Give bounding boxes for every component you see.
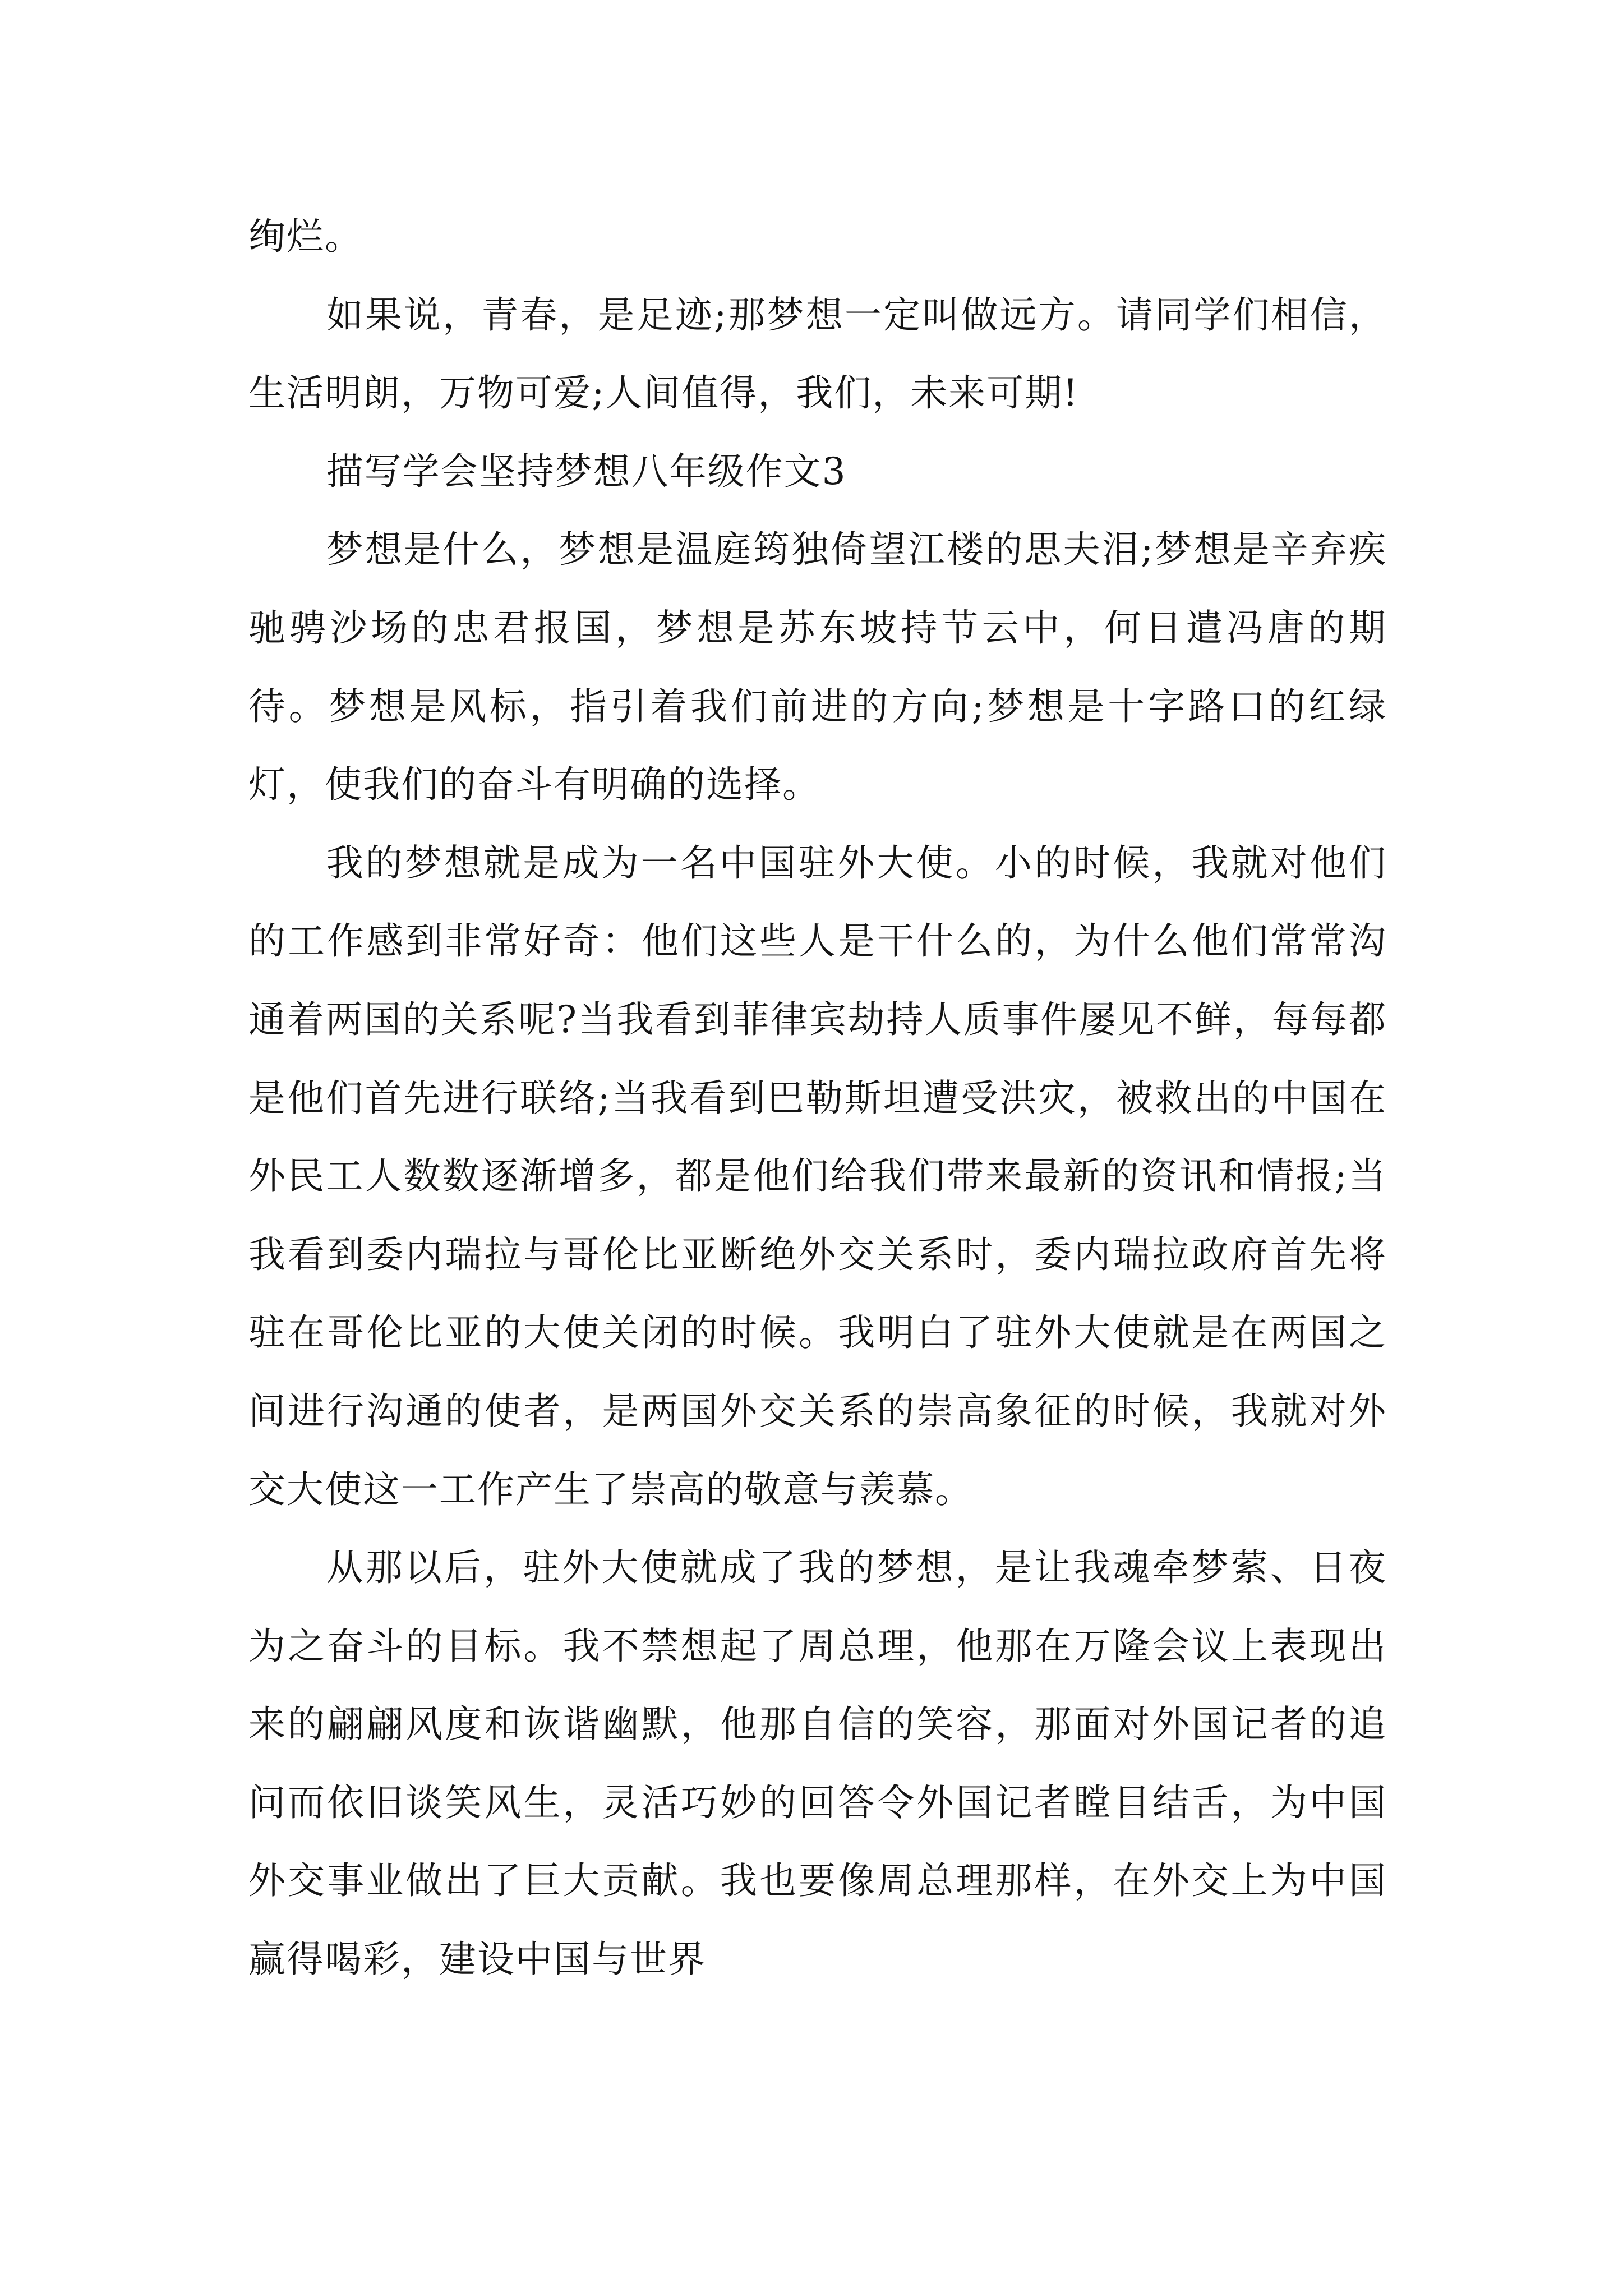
paragraph-conclusion: 如果说，青春，是足迹;那梦想一定叫做远方。请同学们相信，生活明朗，万物可爱;人间值得，我们，未来可期! [248,293,1387,415]
paragraph-dream-definition: 梦想是什么，梦想是温庭筠独倚望江楼的思夫泪;梦想是辛弃疾驰骋沙场的忠君报国，梦想是苏东坡持节云中，何日遣冯唐的期待。梦想是风标，指引着我们前进的方向;梦想是十字路口的红绿灯，使我们的奋斗有明确的选择。 [248,528,1387,807]
essay-body [248,197,1387,1999]
paragraph-premier-zhou: 从那以后，驻外大使就成了我的梦想，是让我魂牵梦萦、日夜为之奋斗的目标。我不禁想起了周总理，他那在万隆会议上表现出来的翩翩风度和诙谐幽默，他那自信的笑容，那面对外国记者的追问而依旧谈笑风生，灵活巧妙的回答令外国记者瞠目结舌，为中国外交事业做出了巨大贡献。我也要像周总理那样，在外交上为中国赢得喝彩，建设中国与世界 [248,1546,1387,1981]
paragraph-continuation: 绚烂。 [248,215,363,258]
essay-heading: 描写学会坚持梦想八年级作文3 [326,449,847,493]
paragraph-ambassador-dream: 我的梦想就是成为一名中国驻外大使。小的时候，我就对他们的工作感到非常好奇：他们这些人是干什么的，为什么他们常常沟通着两国的关系呢?当我看到菲律宾劫持人质事件屡见不鲜，每每都是他们首先进行联络;当我看到巴勒斯坦遭受洪灾，被救出的中国在外民工人数数逐渐增多，都是他们给我们带来最新的资讯和情报;当我看到委内瑞拉与哥伦比亚断绝外交关系时，委内瑞拉政府首先将驻在哥伦比亚的大使关闭的时候。我明白了驻外大使就是在两国之间进行沟通的使者，是两国外交关系的崇高象征的时候，我就对外交大使这一工作产生了崇高的敬意与羡慕。 [248,841,1387,1511]
